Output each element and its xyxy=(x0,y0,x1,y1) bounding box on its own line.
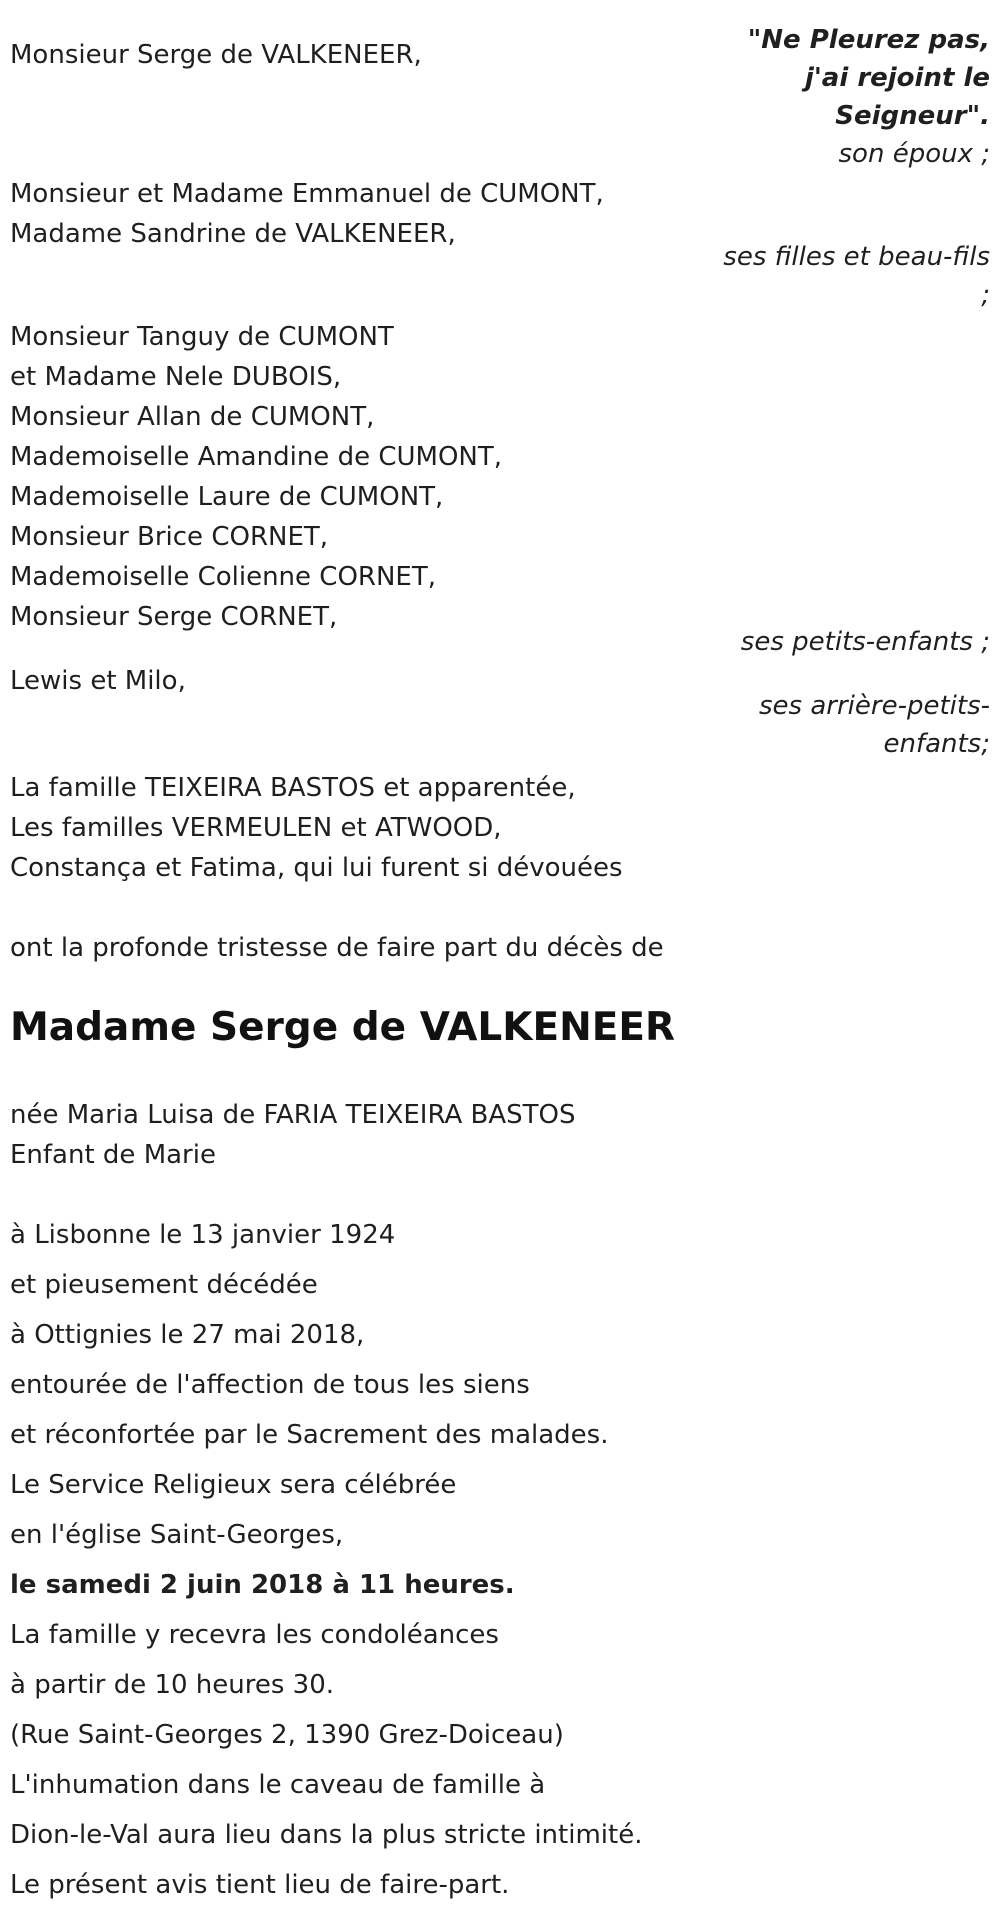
grandchildren-relation: ses petits-enfants ; xyxy=(740,627,990,657)
grandchild-name: Monsieur Allan de CUMONT, xyxy=(10,402,375,432)
grandchild-name: Monsieur Brice CORNET, xyxy=(10,522,329,552)
great-grandchildren-relation-line-2: enfants; xyxy=(883,729,990,759)
great-grandchildren-names: Lewis et Milo, xyxy=(10,666,186,696)
service-date: le samedi 2 juin 2018 à 11 heures. xyxy=(10,1570,515,1600)
quote-line-3: Seigneur". xyxy=(835,101,990,131)
detail-line: à Lisbonne le 13 janvier 1924 xyxy=(10,1220,396,1250)
daughters-relation-line-1: ses filles et beau-fils xyxy=(723,242,990,272)
detail-line: L'inhumation dans le caveau de famille à xyxy=(10,1770,546,1800)
daughter-name-1: Monsieur et Madame Emmanuel de CUMONT, xyxy=(10,179,604,209)
grandchild-name: Mademoiselle Laure de CUMONT, xyxy=(10,482,444,512)
detail-line: Le présent avis tient lieu de faire-part. xyxy=(10,1870,510,1900)
grandchild-name: Mademoiselle Colienne CORNET, xyxy=(10,562,437,592)
detail-line: à Ottignies le 27 mai 2018, xyxy=(10,1320,365,1350)
detail-line: entourée de l'affection de tous les siens xyxy=(10,1370,530,1400)
husband-relation: son époux ; xyxy=(838,139,990,169)
detail-line: et réconfortée par le Sacrement des malades. xyxy=(10,1420,609,1450)
family-line: Constança et Fatima, qui lui furent si dévouées xyxy=(10,853,623,883)
detail-line: Le Service Religieux sera célébrée xyxy=(10,1470,457,1500)
announcement-text: ont la profonde tristesse de faire part du décès de xyxy=(10,933,664,963)
grandchild-name: Monsieur Tanguy de CUMONT xyxy=(10,322,394,352)
quote-line-1: "Ne Pleurez pas, xyxy=(747,25,990,55)
quote-line-2: j'ai rejoint le xyxy=(804,63,990,93)
husband-name: Monsieur Serge de VALKENEER, xyxy=(10,40,422,70)
grandchild-name: Mademoiselle Amandine de CUMONT, xyxy=(10,442,503,472)
birth-subtitle: Enfant de Marie xyxy=(10,1140,216,1170)
detail-line: en l'église Saint-Georges, xyxy=(10,1520,344,1550)
birth-name: née Maria Luisa de FARIA TEIXEIRA BASTOS xyxy=(10,1100,576,1130)
family-line: Les familles VERMEULEN et ATWOOD, xyxy=(10,813,502,843)
detail-line: et pieusement décédée xyxy=(10,1270,318,1300)
daughter-name-2: Madame Sandrine de VALKENEER, xyxy=(10,219,456,249)
detail-line: La famille y recevra les condoléances xyxy=(10,1620,499,1650)
deceased-name: Madame Serge de VALKENEER xyxy=(10,1005,676,1050)
grandchild-name: Monsieur Serge CORNET, xyxy=(10,602,338,632)
detail-line: à partir de 10 heures 30. xyxy=(10,1670,335,1700)
church-address: (Rue Saint-Georges 2, 1390 Grez-Doiceau) xyxy=(10,1720,564,1750)
grandchild-name: et Madame Nele DUBOIS, xyxy=(10,362,342,392)
detail-line: Dion-le-Val aura lieu dans la plus stricte intimité. xyxy=(10,1820,643,1850)
great-grandchildren-relation-line-1: ses arrière-petits- xyxy=(759,691,990,721)
daughters-relation-line-2: ; xyxy=(981,280,990,310)
family-line: La famille TEIXEIRA BASTOS et apparentée, xyxy=(10,773,576,803)
